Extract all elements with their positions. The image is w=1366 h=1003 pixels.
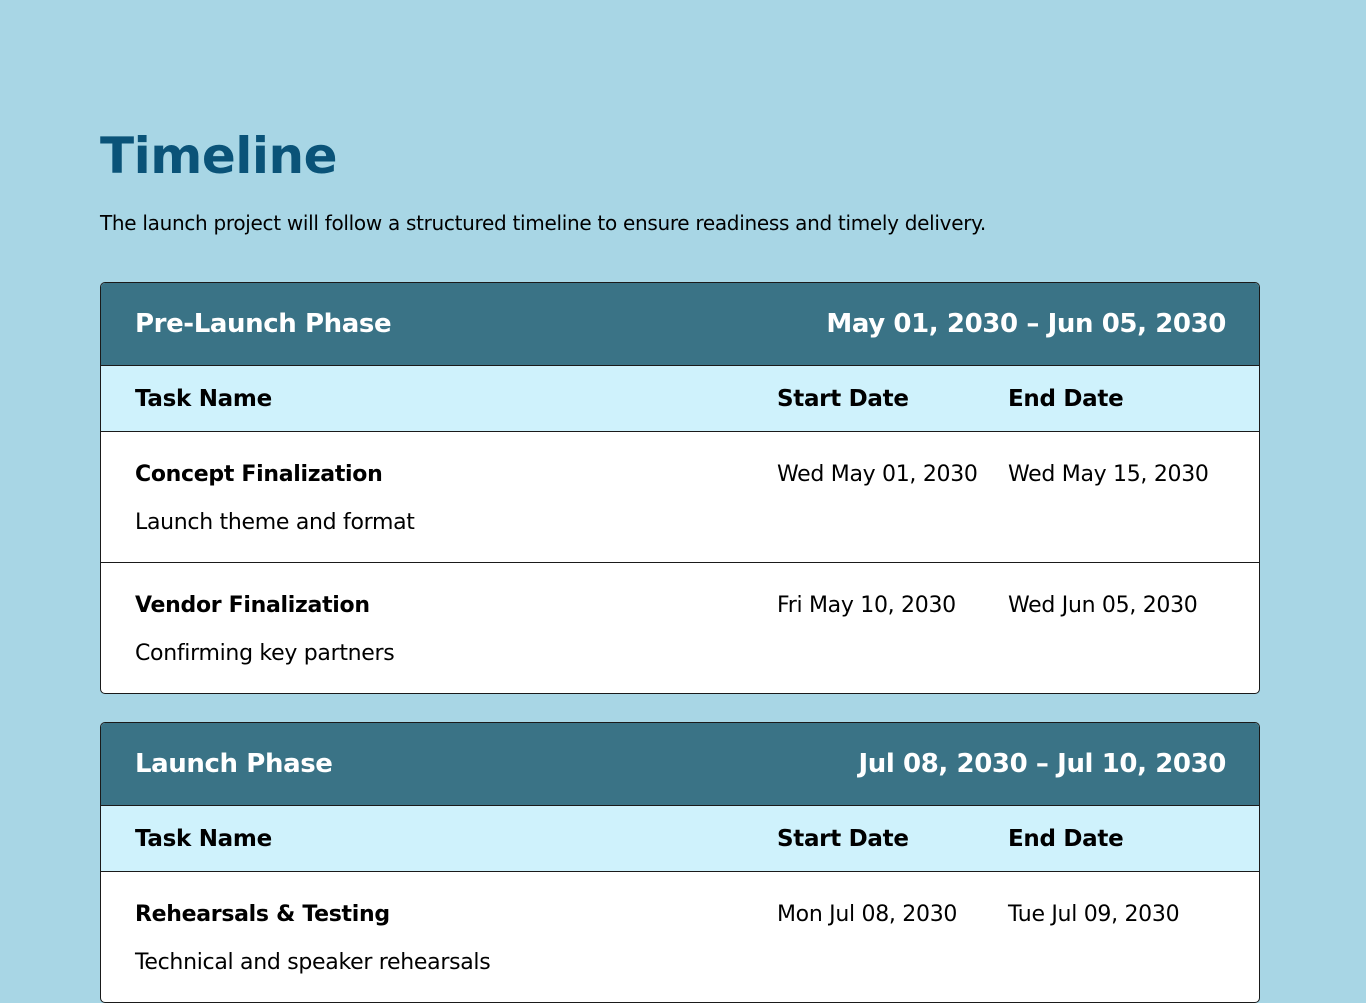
column-header-start: Start Date (777, 385, 909, 412)
column-header-task: Task Name (135, 385, 272, 412)
start-date: Wed May 01, 2030 (777, 462, 978, 487)
page-subtitle: The launch project will follow a structured timeline to ensure readiness and timely delivery. (100, 211, 986, 235)
column-header-task: Task Name (135, 825, 272, 852)
task-name: Concept Finalization (135, 462, 383, 487)
phases-container (100, 282, 1261, 1003)
phase-date-range: May 01, 2030 – Jun 05, 2030 (826, 309, 1226, 339)
phase-card-pre-launch (100, 282, 1260, 694)
task-cell (101, 432, 777, 562)
column-header-start: Start Date (777, 825, 909, 852)
phase-name: Pre-Launch Phase (135, 309, 392, 339)
end-date-cell (1008, 872, 1259, 1002)
task-name: Rehearsals & Testing (135, 902, 390, 927)
phase-name: Launch Phase (135, 749, 333, 779)
end-date: Wed Jun 05, 2030 (1008, 593, 1198, 618)
task-name: Vendor Finalization (135, 593, 370, 618)
phase-card-launch (100, 722, 1260, 1003)
task-cell (101, 563, 777, 693)
end-date: Tue Jul 09, 2030 (1008, 902, 1180, 927)
task-description: Confirming key partners (135, 641, 395, 666)
start-date-cell (777, 432, 1008, 562)
phase-header (101, 723, 1259, 806)
table-row (101, 432, 1259, 563)
table-header-row (101, 806, 1259, 872)
phase-header (101, 283, 1259, 366)
start-date: Mon Jul 08, 2030 (777, 902, 958, 927)
task-cell (101, 872, 777, 1002)
task-description: Technical and speaker rehearsals (135, 950, 491, 975)
table-row (101, 872, 1259, 1002)
page-title: Timeline (100, 127, 338, 185)
task-description: Launch theme and format (135, 510, 415, 535)
column-header-end: End Date (1008, 385, 1124, 412)
end-date-cell (1008, 563, 1259, 693)
start-date-cell (777, 563, 1008, 693)
start-date: Fri May 10, 2030 (777, 593, 956, 618)
end-date: Wed May 15, 2030 (1008, 462, 1209, 487)
phase-date-range: Jul 08, 2030 – Jul 10, 2030 (858, 749, 1226, 779)
table-row (101, 563, 1259, 693)
table-header-row (101, 366, 1259, 432)
end-date-cell (1008, 432, 1259, 562)
column-header-end: End Date (1008, 825, 1124, 852)
start-date-cell (777, 872, 1008, 1002)
